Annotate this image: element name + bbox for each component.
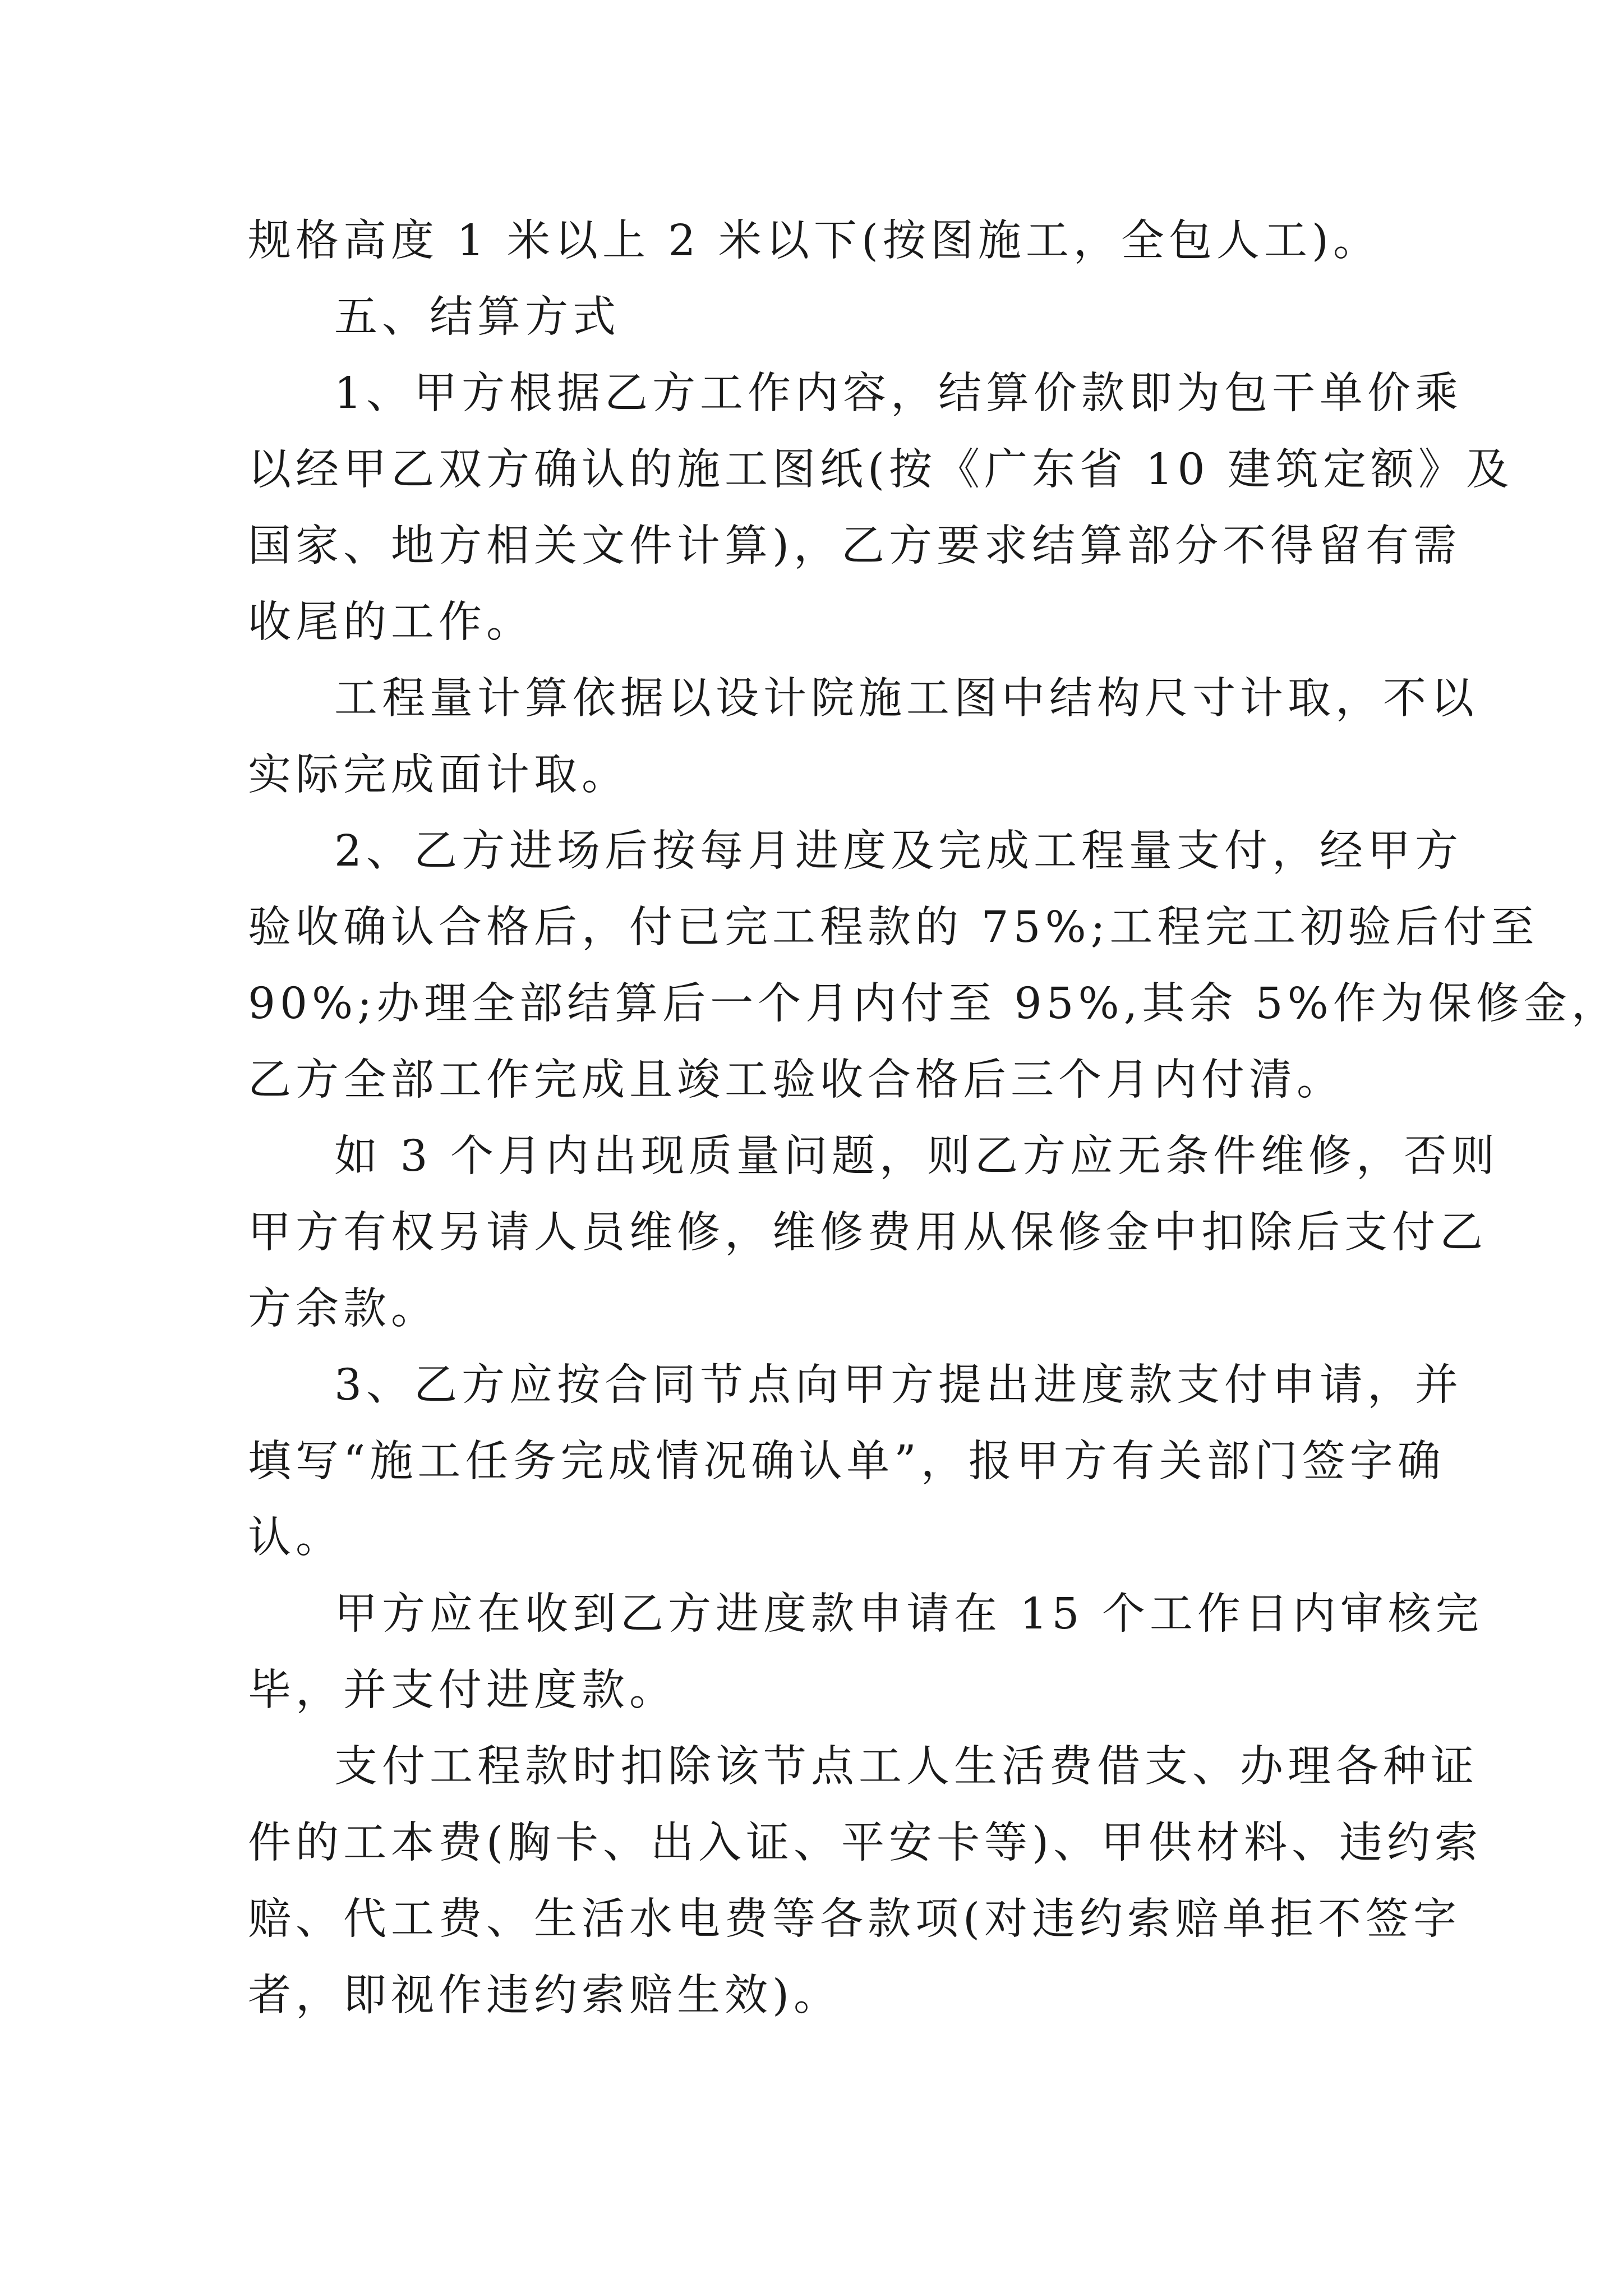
text-line: 支付工程款时扣除该节点工人生活费借支、办理各种证 (334, 1742, 1478, 1792)
text-line: 填写“施工任务完成情况确认单”，报甲方有关部门签字确 (248, 1437, 1445, 1487)
text-line: 认。 (248, 1513, 343, 1563)
paragraph (248, 1576, 1483, 1729)
text-line: 五、结算方式 (334, 292, 620, 342)
paragraph (248, 813, 1619, 1119)
text-line: 实际完成面计取。 (248, 750, 629, 800)
text-line: 方余款。 (248, 1284, 439, 1334)
document-body (248, 203, 1619, 2034)
text-line: 如 3 个月内出现质量问题，则乙方应无条件维修，否则 (334, 1131, 1499, 1181)
text-line: 甲方应在收到乙方进度款申请在 15 个工作日内审核完 (334, 1589, 1483, 1639)
paragraph (248, 356, 1514, 661)
text-line: 者，即视作违约索赔生效)。 (248, 1971, 842, 2021)
text-line: 收尾的工作。 (248, 597, 534, 647)
text-line: 以经甲乙双方确认的施工图纸(按《广东省 10 建筑定额》及 (248, 445, 1514, 495)
text-line: 毕，并支付进度款。 (248, 1665, 677, 1715)
paragraph (248, 1729, 1483, 2034)
text-line: 规格高度 1 米以上 2 米以下(按图施工，全包人工)。 (248, 216, 1381, 266)
text-line: 乙方全部工作完成且竣工验收合格后三个月内付清。 (248, 1055, 1344, 1105)
text-line: 件的工本费(胸卡、出入证、平安卡等)、甲供材料、违约索 (248, 1818, 1483, 1868)
text-line: 国家、地方相关文件计算)，乙方要求结算部分不得留有需 (248, 521, 1461, 571)
text-line: 验收确认合格后，付已完工程款的 75%;工程完工初验后付至 (248, 903, 1539, 953)
text-line: 甲方有权另请人员维修，维修费用从保修金中扣除后支付乙 (248, 1208, 1487, 1258)
paragraph (248, 661, 1478, 813)
text-line: 2、乙方进场后按每月进度及完成工程量支付，经甲方 (334, 826, 1463, 876)
text-line: 赔、代工费、生活水电费等各款项(对违约索赔单拒不签字 (248, 1894, 1461, 1944)
paragraph (248, 1347, 1463, 1576)
text-line: 工程量计算依据以设计院施工图中结构尺寸计取，不以 (334, 674, 1478, 724)
paragraph (248, 279, 1386, 356)
paragraph (248, 203, 1386, 279)
text-line: 1、甲方根据乙方工作内容，结算价款即为包干单价乘 (334, 369, 1463, 418)
text-line: 3、乙方应按合同节点向甲方提出进度款支付申请，并 (334, 1360, 1463, 1410)
text-line: 90%;办理全部结算后一个月内付至 95%,其余 5%作为保修金， (248, 979, 1619, 1029)
paragraph (248, 1119, 1499, 1347)
